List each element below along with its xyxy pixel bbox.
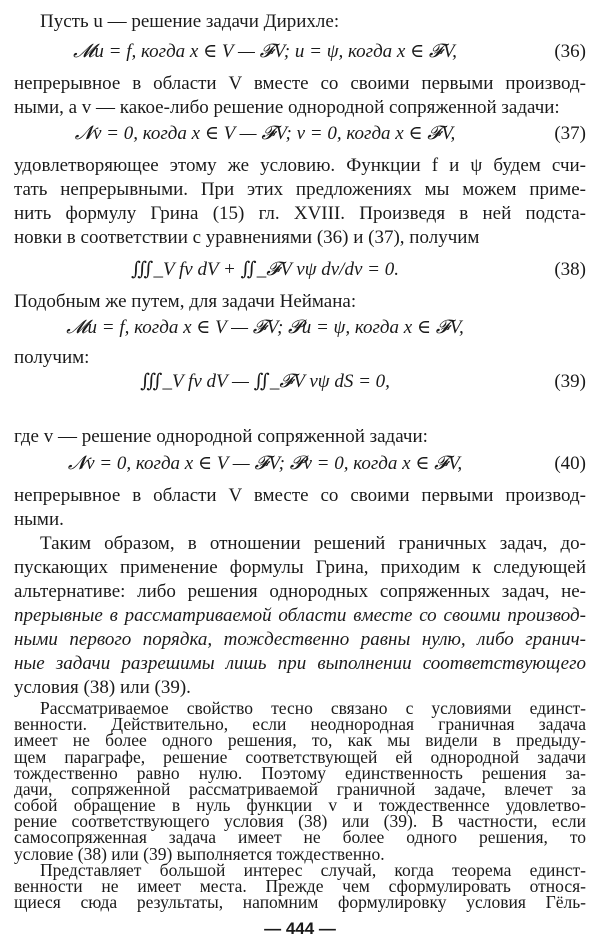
text-line: Рассматриваемое свойство тесно связано с условиями единст- — [40, 698, 586, 718]
equation-number: (37) — [554, 123, 586, 144]
text-line: ными, а v — какое-либо решение однородной сопряженной задачи: — [14, 97, 560, 118]
text-line: непрерывное в области V вместе со своими первыми производ- — [14, 73, 586, 94]
text-line: рение соответствующего условия (38) или (39). В частности, если — [14, 811, 586, 832]
text-line: щем параграфе, решение соответствующей ей однородной задачи — [14, 746, 586, 767]
text-line: дачи, сопряженной рассматриваемой граничной задаче, влечет за — [14, 778, 586, 799]
text-line: непрерывное в области V вместе со своими первыми производ- — [14, 485, 586, 506]
text-line: Подобным же путем, для задачи Неймана: — [14, 291, 357, 312]
text-line: пускающих применение формулы Грина, приходим к следующей — [14, 557, 586, 578]
text-line: Пусть u — решение задачи Дирихле: — [40, 11, 340, 32]
text-line: новки в соответствии с уравнениями (36) и (37), получим — [14, 227, 480, 248]
text-line: тать непрерывными. При этих предложениях мы можем приме- — [14, 179, 586, 200]
text-line: условие (38) или (39) выполняется тождественно. — [14, 843, 385, 864]
text-line: удовлетворяющее этому же условию. Функции f и ψ будем счи- — [14, 155, 586, 176]
equation-text: 𝓜u = f, когда x ∈ V — 𝓕V; u = ψ, когда x ∈ 𝓕V, — [73, 41, 457, 62]
equation-text: 𝓝v = 0, когда x ∈ V — 𝓕V; 𝓟v = 0, когда x ∈ 𝓕V, — [67, 453, 463, 474]
equation-text: ∭_V fv dV + ∬_𝓕V vψ dv/dν = 0. — [131, 259, 399, 280]
text-line: Таким образом, в отношении решений граничных задач, до- — [40, 533, 586, 554]
equation-number: (40) — [554, 453, 586, 474]
text-line: Представляет большой интерес случай, когда теорема единст- — [40, 859, 586, 880]
equation-number: (38) — [554, 259, 586, 280]
text-line: собой обращение в нуль функции v и тождественнсе удовлетво- — [14, 795, 586, 815]
equation-text: ∭_V fv dV — ∬_𝓕V vψ dS = 0, — [140, 371, 390, 392]
equation-number: (39) — [554, 371, 586, 392]
text-line: альтернативе: либо решения однородных сопряженных задач, не- — [14, 581, 586, 602]
page-number: — 444 — — [264, 919, 336, 938]
equation-number: (36) — [554, 41, 586, 62]
text-line: прерывные в рассматриваемой области вместе со своими производ- — [14, 605, 586, 626]
text-line: венности не имеет места. Прежде чем сформулировать относя- — [14, 875, 586, 896]
text-line: условия (38) или (39). — [14, 677, 191, 698]
text-line: где v — решение однородной сопряженной задачи: — [14, 426, 428, 447]
text-line: имеет не более одного решения, то, как мы видели в предыду- — [14, 730, 586, 751]
equation-text: 𝓜u = f, когда x ∈ V — 𝓕V; 𝓟u = ψ, когда x ∈ 𝓕V, — [66, 317, 464, 338]
text-line: ными первого порядка, тождественно равны нулю, либо гранич- — [14, 629, 586, 650]
text-line: тождественно равно нулю. Поэтому единственность решения за- — [14, 762, 586, 783]
text-line: получим: — [14, 347, 90, 368]
text-line: щиеся сюда результаты, напомним формулировку условия Гёль- — [14, 892, 586, 912]
text-line: нить формулу Грина (15) гл. XVIII. Произведя в ней подста- — [14, 203, 586, 224]
equation-text: 𝓝v = 0, когда x ∈ V — 𝓕V; v = 0, когда x ∈ 𝓕V, — [74, 123, 456, 144]
text-line: венности. Действительно, если неоднородная граничная задача — [14, 714, 586, 735]
text-line: ными. — [14, 509, 64, 530]
text-line: ные задачи разрешимы лишь при выполнении соответствующего — [14, 653, 586, 674]
text-line: самосопряженная задача имеет не более одного решения, то — [14, 827, 586, 848]
